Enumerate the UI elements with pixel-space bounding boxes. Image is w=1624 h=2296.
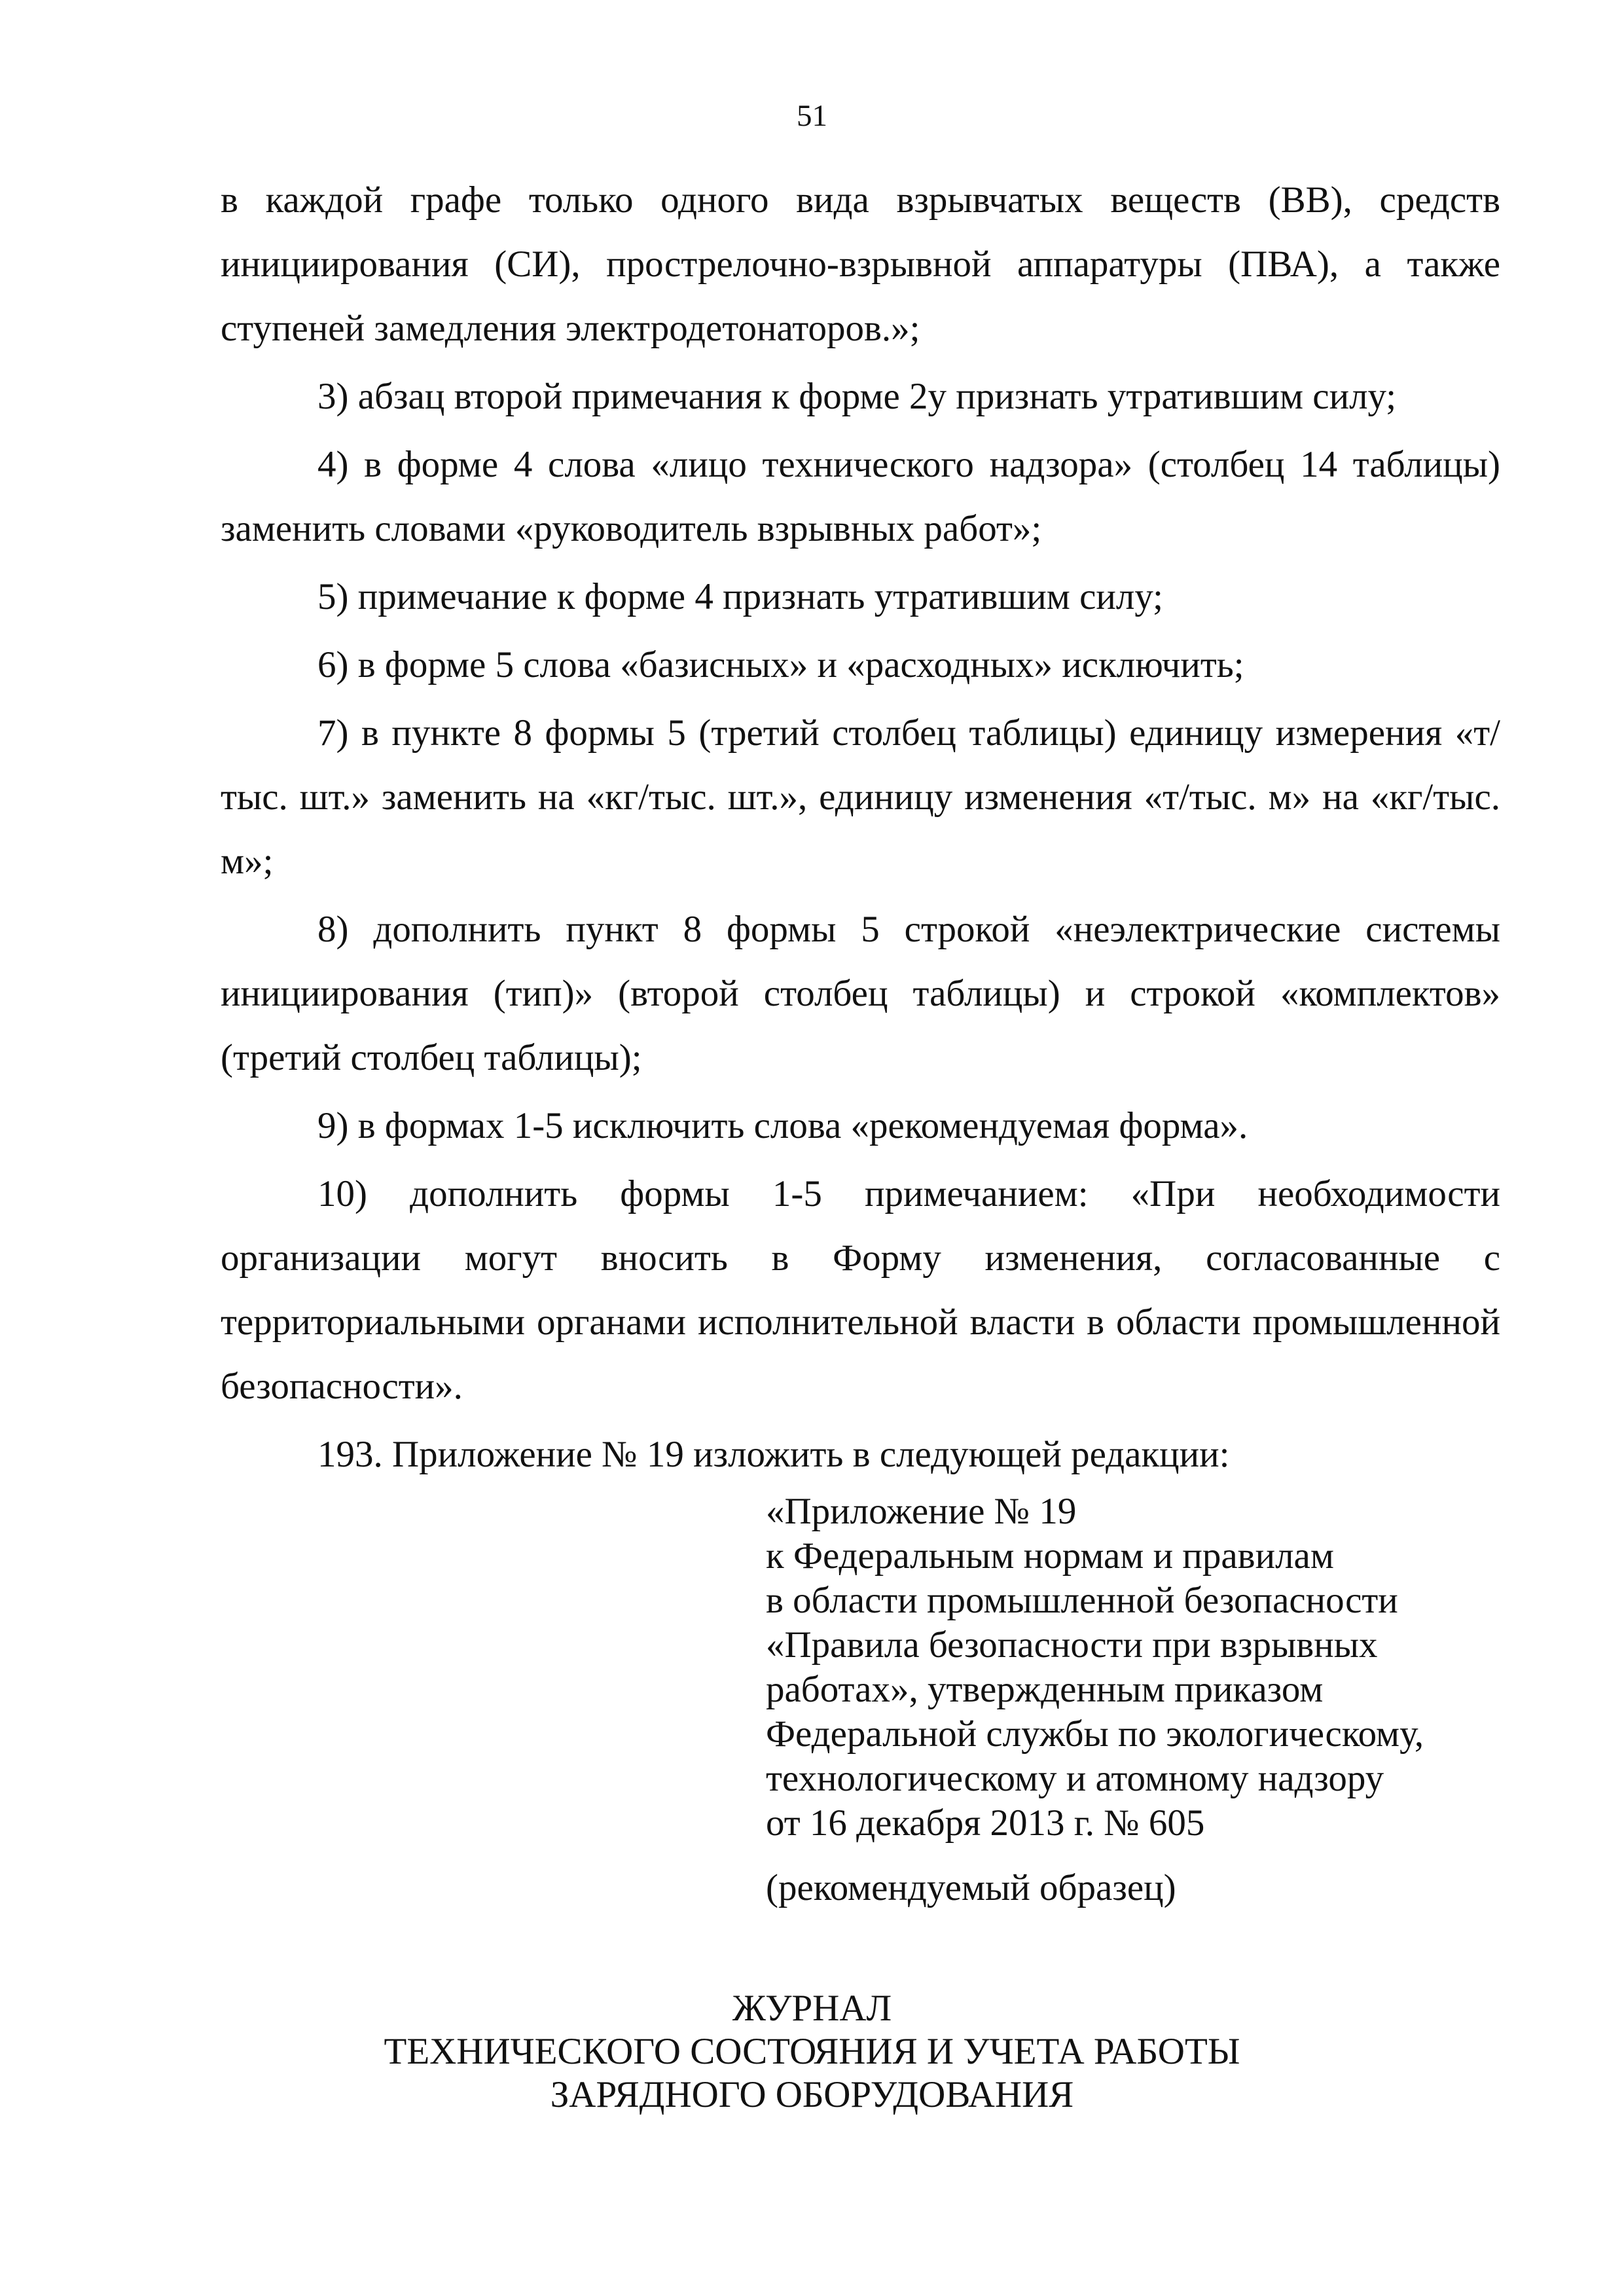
paragraph-item-6: 6) в форме 5 слова «базисных» и «расходных» исключить; bbox=[317, 644, 1244, 685]
appendix-line: «Правила безопасности при взрывных bbox=[766, 1624, 1378, 1666]
journal-title-line: ТЕХНИЧЕСКОГО СОСТОЯНИЯ И УЧЕТА РАБОТЫ bbox=[384, 2031, 1240, 2072]
paragraph-193: 193. Приложение № 19 изложить в следующей редакции: bbox=[317, 1434, 1230, 1475]
appendix-line: технологическому и атомному надзору bbox=[766, 1758, 1384, 1799]
appendix-header bbox=[766, 1489, 1499, 1846]
paragraph-item-3: 3) абзац второй примечания к форме 2у признать утратившим силу; bbox=[317, 376, 1397, 417]
journal-title-line: ЗАРЯДНОГО ОБОРУДОВАНИЯ bbox=[550, 2074, 1074, 2115]
appendix-line: «Приложение № 19 bbox=[766, 1491, 1077, 1532]
paragraph-item-4: 4) в форме 4 слова «лицо технического надзора» (столбец 14 таблицы) заменить словами «руководитель взрывных работ»; bbox=[221, 444, 1500, 549]
appendix-line: Федеральной службы по экологическому, bbox=[766, 1713, 1424, 1755]
appendix-line: в области промышленной безопасности bbox=[766, 1580, 1398, 1621]
appendix-line: работах», утвержденным приказом bbox=[766, 1669, 1324, 1710]
sample-note: (рекомендуемый образец) bbox=[766, 1867, 1176, 1908]
paragraph-item-8: 8) дополнить пункт 8 формы 5 строкой «неэлектрические системы инициирования (тип)» (второй столбец таблицы) и строкой «комплектов» (третий столбец таблицы); bbox=[221, 909, 1500, 1078]
paragraph-item-10: 10) дополнить формы 1-5 примечанием: «При необходимости организации могут вносить в Форму изменения, согласованные с территориальными органами исполнительной власти в области промышленной безопасности». bbox=[221, 1173, 1500, 1407]
paragraph-item-5: 5) примечание к форме 4 признать утратившим силу; bbox=[317, 576, 1163, 617]
journal-title-line: ЖУРНАЛ bbox=[732, 1988, 892, 2029]
paragraph-item-9: 9) в формах 1-5 исключить слова «рекомендуемая форма». bbox=[317, 1105, 1248, 1146]
page-number: 51 bbox=[797, 99, 827, 133]
paragraph-continuation: в каждой графе только одного вида взрывчатых веществ (ВВ), средств инициирования (СИ), прострелочно-взрывной аппаратуры (ПВА), а также ступеней замедления электродетонаторов.»; bbox=[221, 179, 1500, 349]
journal-title bbox=[0, 1987, 1624, 2117]
appendix-line: от 16 декабря 2013 г. № 605 bbox=[766, 1802, 1205, 1844]
body-text bbox=[221, 168, 1500, 1487]
appendix-line: к Федеральным нормам и правилам bbox=[766, 1535, 1334, 1576]
paragraph-item-7: 7) в пункте 8 формы 5 (третий столбец таблицы) единицу измерения «т/тыс. шт.» заменить на «кг/тыс. шт.», единицу изменения «т/тыс. м» на «кг/тыс. м»; bbox=[221, 712, 1500, 882]
